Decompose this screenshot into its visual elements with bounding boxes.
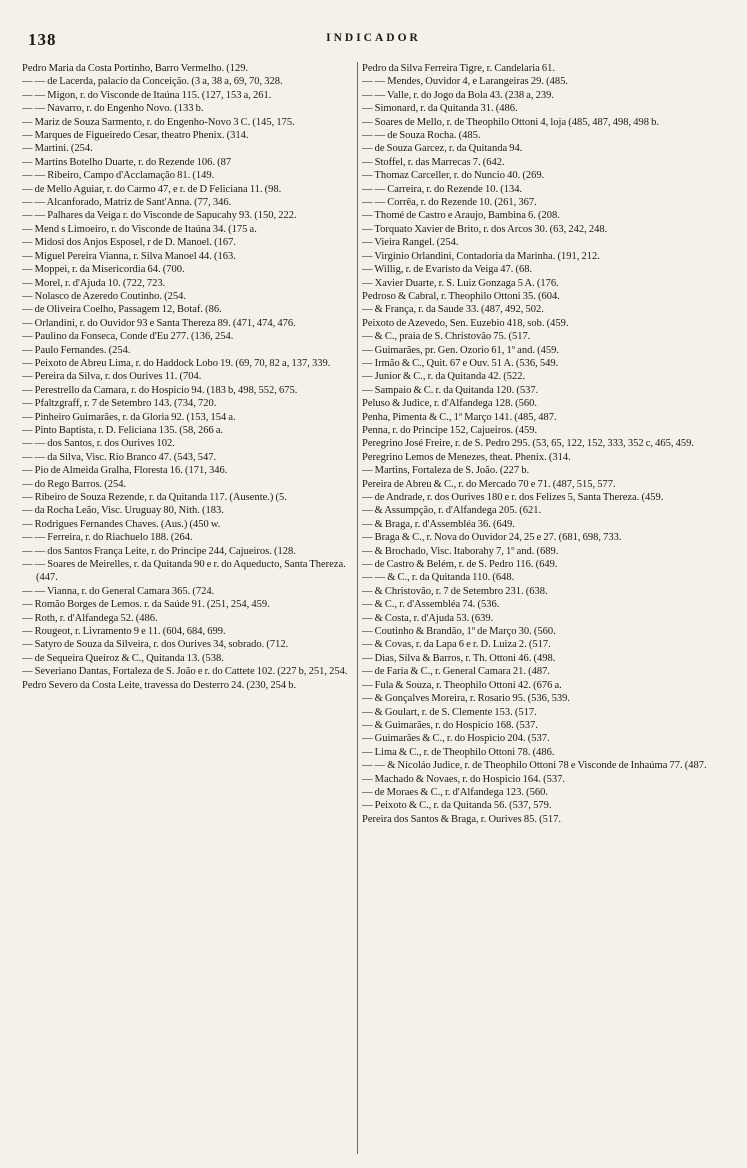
directory-entry: — de Souza Garcez, r. da Quitanda 94. bbox=[362, 143, 523, 155]
directory-entry: — Lima & C., r. de Theophilo Ottoni 78. (486. bbox=[362, 746, 555, 758]
directory-entry: — — dos Santos França Leite, r. do Principe 244, Cajueiros. (128. bbox=[22, 545, 296, 557]
directory-entry: — Peixoto de Abreu Lima, r. do Haddock Lobo 19. (69, 70, 82 a, 137, 339. bbox=[22, 357, 331, 369]
directory-entry: — — Mendes, Ouvidor 4, e Larangeiras 29. (485. bbox=[362, 76, 568, 88]
directory-entry: — Sampaio & C. r. da Quitanda 120. (537. bbox=[362, 384, 539, 396]
directory-entry: — Martini. (254. bbox=[22, 143, 93, 155]
directory-entry: — & Goulart, r. de S. Clemente 153. (517. bbox=[362, 706, 537, 718]
directory-entry: — Stoffel, r. das Marrecas 7. (642. bbox=[362, 156, 505, 168]
directory-entry: — Soares de Mello, r. de Theophilo Ottoni 4, loja (485, 487, 498, 498 b. bbox=[362, 116, 659, 128]
directory-entry: — & Christovão, r. 7 de Setembro 231. (638. bbox=[362, 585, 548, 597]
directory-entry: — Peixoto & C., r. da Quitanda 56. (537, 579. bbox=[362, 800, 552, 812]
directory-entry: — — Carreira, r. do Rezende 10. (134. bbox=[362, 183, 523, 195]
directory-entry: — — de Souza Rocha. (485. bbox=[362, 130, 481, 142]
directory-entry: Peregrino José Freire, r. de S. Pedro 295. (53, 65, 122, 152, 333, 352 c, 465, 459. bbox=[362, 438, 695, 450]
directory-entry: Pereira de Abreu & C., r. do Mercado 70 e 71. (487, 515, 577. bbox=[362, 478, 616, 490]
directory-entry: — & Gonçalves Moreira, r. Rosario 95. (536, 539. bbox=[362, 693, 571, 705]
directory-entry: — de Faria & C., r. General Camara 21. (487. bbox=[362, 666, 550, 678]
directory-entry: — de Mello Aguiar, r. do Carmo 47, e r. de D Feliciana 11. (98. bbox=[22, 183, 282, 195]
directory-entry: Penha, Pimenta & C., 1º Março 141. (485, 487. bbox=[362, 411, 557, 423]
directory-entry: — — Navarro, r. do Engenho Novo. (133 b. bbox=[22, 103, 204, 115]
directory-entry: — Junior & C., r. da Quitanda 42. (522. bbox=[362, 371, 526, 383]
directory-entry: — & C., r. d'Assembléa 74. (536. bbox=[362, 599, 500, 611]
directory-entry: — Orlandini, r. do Ouvidor 93 e Santa Thereza 89. (471, 474, 476. bbox=[22, 317, 296, 329]
directory-entry: — Romão Borges de Lemos. r. da Saúde 91. (251, 254, 459. bbox=[22, 599, 270, 611]
directory-entry: — — Palhares da Veiga r. do Visconde de Sapucahy 93. (150, 222. bbox=[22, 210, 297, 222]
directory-entry: — Thomaz Carceller, r. do Nuncio 40. (269. bbox=[362, 170, 545, 182]
directory-entry: — & França, r. da Saude 33. (487, 492, 502. bbox=[362, 304, 544, 316]
directory-entry: — Satyro de Souza da Silveira, r. dos Ourives 34, sobrado. (712. bbox=[22, 639, 289, 651]
directory-entry: — Pfaltzgraff, r. 7 de Setembro 143. (734, 720. bbox=[22, 398, 217, 410]
directory-entry: Pedro da Silva Ferreira Tigre, r. Candelaria 61. bbox=[362, 63, 556, 74]
directory-entry: Pedroso & Cabral, r. Theophilo Ottoni 35. (604. bbox=[362, 290, 560, 302]
directory-entry: — Pinto Baptista, r. D. Feliciana 135. (58, 266 a. bbox=[22, 424, 224, 436]
directory-entry: Pedro Maria da Costa Portinho, Barro Vermelho. (129. bbox=[22, 63, 249, 74]
directory-entry: — — Ferreira, r. do Riachuelo 188. (264. bbox=[22, 532, 193, 544]
directory-entry: — Paulino da Fonseca, Conde d'Eu 277. (136, 254. bbox=[22, 331, 234, 343]
directory-entry: — da Rocha Leão, Visc. Uruguay 80, Nith. (183. bbox=[22, 505, 224, 517]
directory-entry: — — & Nicoláo Judice, r. de Theophilo Ottoni 78 e Visconde de Inhaúma 77. (487. bbox=[362, 760, 707, 772]
directory-entry: — Morel, r. d'Ajuda 10. (722, 723. bbox=[22, 277, 166, 289]
directory-entry: — Thomé de Castro e Araujo, Bambina 6. (208. bbox=[362, 210, 560, 222]
directory-entry: — — de Lacerda, palacio da Conceição. (3 a, 38 a, 69, 70, 328. bbox=[22, 76, 283, 88]
directory-entry: — de Sequeira Queiroz & C., Quitanda 13. (538. bbox=[22, 652, 224, 664]
directory-entry: — de Castro & Belém, r. de S. Pedro 116. (649. bbox=[362, 559, 558, 571]
right-column bbox=[362, 62, 726, 1154]
directory-entry: — Ribeiro de Souza Rezende, r. da Quitanda 117. (Ausente.) (5. bbox=[22, 492, 287, 503]
page-header bbox=[0, 30, 747, 52]
directory-entry: — Severiano Dantas, Fortaleza de S. João e r. do Cattete 102. (227 b, 251, 254. bbox=[22, 666, 348, 678]
directory-entry: Peluso & Judice, r. d'Alfandega 128. (560. bbox=[362, 398, 538, 410]
directory-entry: — Irmão & C., Quit. 67 e Ouv. 51 A. (536, 549. bbox=[362, 357, 559, 369]
directory-entry: — — Corrêa, r. do Rezende 10. (261, 367. bbox=[362, 197, 537, 209]
directory-entry: — Miguel Pereira Vianna, r. Silva Manoel 44. (163. bbox=[22, 250, 236, 262]
directory-entry: — & Brochado, Visc. Itaborahy 7, 1º and. (689. bbox=[362, 545, 559, 557]
directory-entry: — & Assumpção, r. d'Alfandega 205. (621. bbox=[362, 505, 542, 517]
directory-entry: Penna, r. do Principe 152, Cajueiros. (459. bbox=[362, 424, 538, 436]
directory-entry: — & C., praia de S. Christovão 75. (517. bbox=[362, 331, 531, 343]
directory-entry: — Mend s Limoeiro, r. do Visconde de Itaúna 34. (175 a. bbox=[22, 223, 257, 235]
directory-entry: — Simonard, r. da Quitanda 31. (486. bbox=[362, 103, 518, 115]
directory-entry: — de Andrade, r. dos Ourives 180 e r. dos Felizes 5, Santa Thereza. (459. bbox=[362, 492, 664, 503]
directory-entry: — Martins, Fortaleza de S. João. (227 b. bbox=[362, 465, 530, 477]
directory-entry: — Torquato Xavier de Brito, r. dos Arcos 30. (63, 242, 248. bbox=[362, 223, 608, 235]
directory-entry: — — Valle, r. do Jogo da Bola 43. (238 a, 239. bbox=[362, 89, 555, 101]
directory-entry: — Guimarães & C., r. do Hospicio 204. (537. bbox=[362, 733, 550, 745]
directory-entry: — — dos Santos, r. dos Ourives 102. bbox=[22, 438, 175, 450]
directory-entry: — — Soares de Meirelles, r. da Quitanda 90 e r. do Aqueducto, Santa Thereza. (447. bbox=[22, 559, 346, 584]
directory-entry: — Rodrigues Fernandes Chaves. (Aus.) (450 w. bbox=[22, 518, 221, 530]
directory-entry: — — Ribeiro, Campo d'Acclamação 81. (149. bbox=[22, 170, 215, 182]
directory-entry: — Braga & C., r. Nova do Ouvidor 24, 25 e 27. (681, 698, 733. bbox=[362, 532, 622, 544]
directory-entry: — & Braga, r. d'Assembléa 36. (649. bbox=[362, 518, 515, 530]
directory-entry: — — Alcanforado, Matriz de Sant'Anna. (77, 346. bbox=[22, 197, 232, 209]
directory-entry: Peixoto de Azevedo, Sen. Euzebio 418, sob. (459. bbox=[362, 317, 569, 329]
directory-entry: — Vieira Rangel. (254. bbox=[362, 237, 459, 249]
directory-entry: — & Covas, r. da Lapa 6 e r. D. Luiza 2. (517. bbox=[362, 639, 551, 651]
directory-entry: Peregrino Lemos de Menezes, theat. Phenix. (314. bbox=[362, 451, 571, 463]
directory-entry: — Pereira da Silva, r. dos Ourives 11. (704. bbox=[22, 371, 202, 383]
directory-entry: — — & C., r. da Quitanda 110. (648. bbox=[362, 572, 515, 584]
directory-entry: — Dias, Silva & Barros, r. Th. Ottoni 46. (498. bbox=[362, 652, 556, 664]
column-divider bbox=[357, 62, 358, 1154]
directory-entry: — Machado & Novaes, r. do Hospicio 164. (537. bbox=[362, 773, 566, 785]
directory-entry: — Marques de Figueiredo Cesar, theatro Phenix. (314. bbox=[22, 130, 249, 142]
directory-entry: — Perestrello da Camara, r. do Hospicio 94. (183 b, 498, 552, 675. bbox=[22, 384, 298, 396]
directory-entry: — Coutinho & Brandão, 1º de Março 30. (560. bbox=[362, 626, 556, 638]
directory-entry: — Rougeot, r. Livramento 9 e 11. (604, 684, 699. bbox=[22, 626, 226, 638]
directory-entry: — Pinheiro Guimarães, r. da Gloria 92. (153, 154 a. bbox=[22, 411, 236, 423]
directory-entry: — Paulo Fernandes. (254. bbox=[22, 344, 131, 356]
directory-columns bbox=[22, 62, 728, 1154]
directory-entry: — — da Silva, Visc. Rio Branco 47. (543, 547. bbox=[22, 451, 217, 463]
directory-entry: — Roth, r. d'Alfandega 52. (486. bbox=[22, 612, 158, 624]
directory-entry: — Pio de Almeida Gralha, Floresta 16. (171, 346. bbox=[22, 465, 228, 477]
directory-entry: — Willig, r. de Evaristo da Veiga 47. (68. bbox=[362, 264, 533, 276]
directory-entry: — Midosi dos Anjos Esposel, r de D. Manoel. (167. bbox=[22, 237, 236, 249]
directory-entry: Pedro Severo da Costa Leite, travessa do Desterro 24. (230, 254 b. bbox=[22, 679, 297, 691]
directory-entry: — Xavier Duarte, r. S. Luiz Gonzaga 5 A. (176. bbox=[362, 277, 559, 289]
directory-entry: — & Guimarães, r. do Hospicio 168. (537. bbox=[362, 719, 538, 731]
directory-entry: — Martins Botelho Duarte, r. do Rezende 106. (87 bbox=[22, 156, 232, 168]
directory-entry: — Moppei, r. da Misericordia 64. (700. bbox=[22, 264, 185, 276]
directory-entry: — & Costa, r. d'Ajuda 53. (639. bbox=[362, 612, 494, 624]
directory-entry: — Virginio Orlandini, Contadoria da Marinha. (191, 212. bbox=[362, 250, 600, 262]
running-title: INDICADOR bbox=[326, 32, 421, 44]
page-number: 138 bbox=[28, 30, 57, 49]
directory-entry: — do Rego Barros. (254. bbox=[22, 478, 127, 490]
directory-entry: — Fula & Souza, r. Theophilo Ottoni 42. (676 a. bbox=[362, 679, 562, 691]
directory-entry: — de Moraes & C., r. d'Alfandega 123. (560. bbox=[362, 786, 548, 798]
directory-entry: — de Oliveira Coelho, Passagem 12, Botaf. (86. bbox=[22, 304, 222, 316]
directory-entry: — Nolasco de Azeredo Coutinho. (254. bbox=[22, 290, 187, 302]
directory-entry: — — Migon, r. do Visconde de Itaúna 115. (127, 153 a, 261. bbox=[22, 89, 272, 101]
directory-entry: — Mariz de Souza Sarmento, r. do Engenho-Novo 3 C. (145, 175. bbox=[22, 116, 295, 128]
directory-entry: Pereira dos Santos & Braga, r. Ourives 85. (517. bbox=[362, 813, 561, 825]
directory-entry: — — Vianna, r. do General Camara 365. (724. bbox=[22, 585, 215, 597]
directory-entry: — Guimarães, pr. Gen. Ozorio 61, 1º and. (459. bbox=[362, 344, 559, 356]
left-column bbox=[22, 62, 353, 1154]
